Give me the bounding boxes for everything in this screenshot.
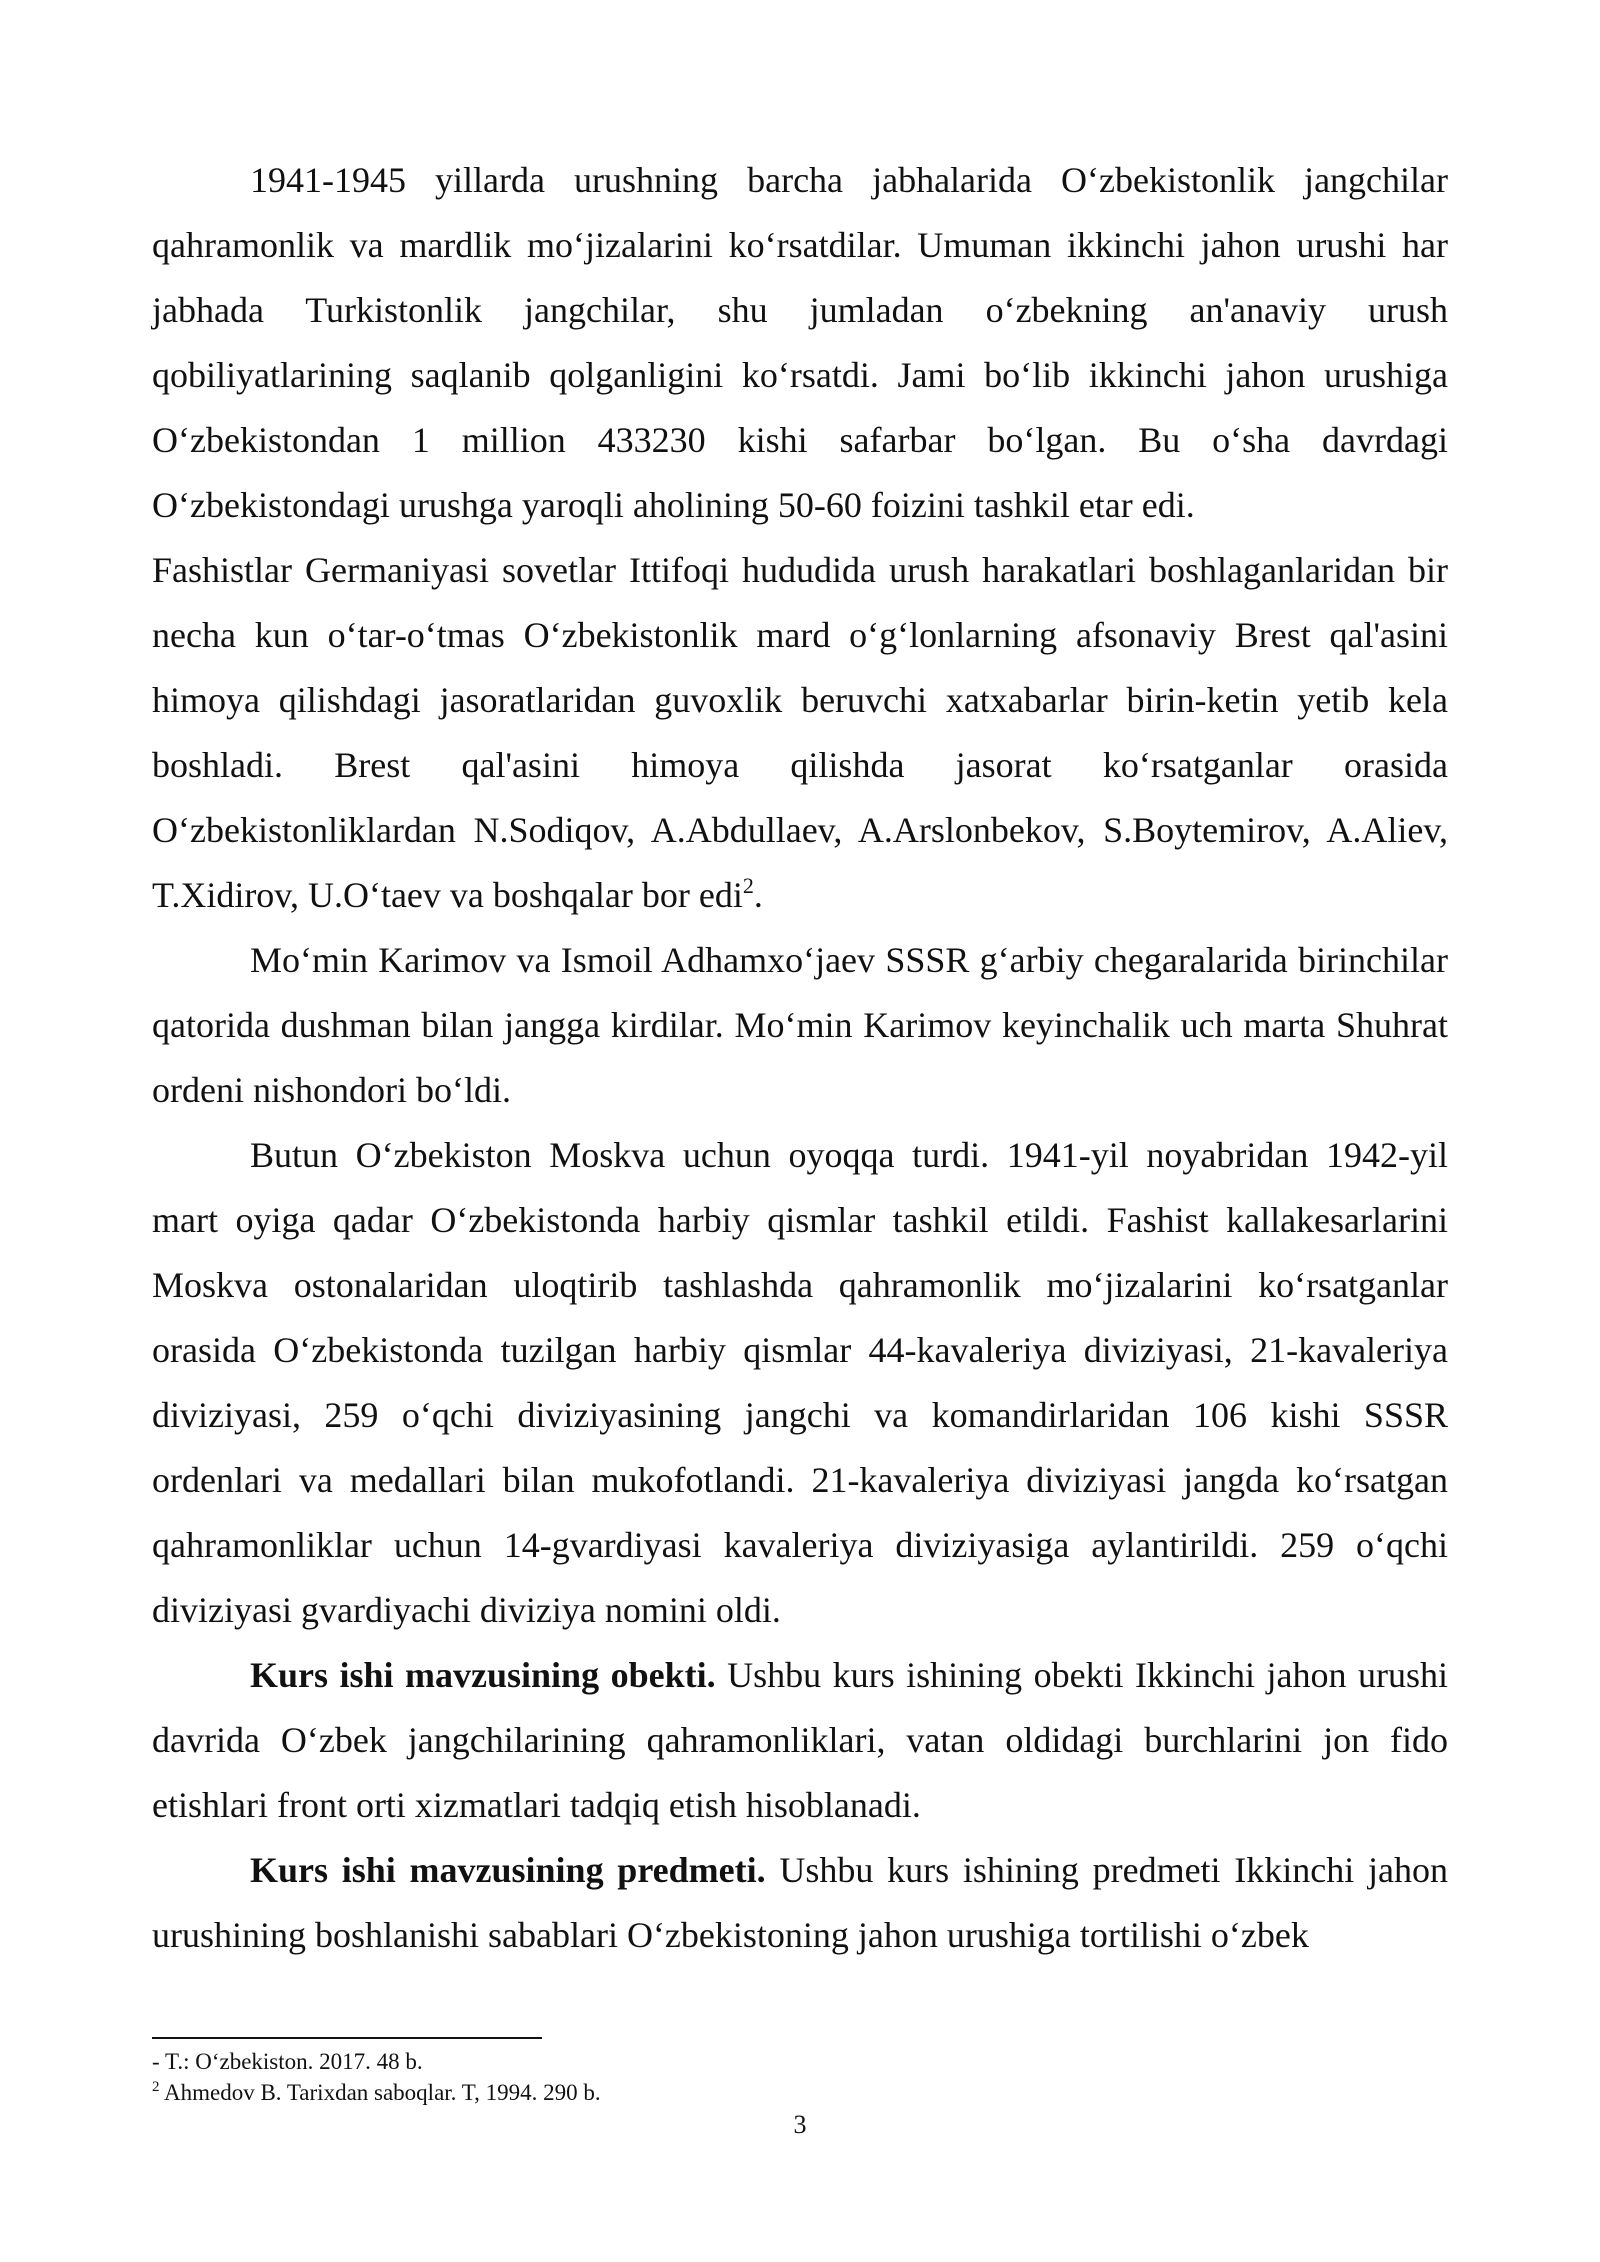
- paragraph-2-text: Fashistlar Germaniyasi sovetlar Ittifoqi hududida urush harakatlari boshlaganlaridan bir necha kun o‘tar-o‘tmas O‘zbekistonlik mard o‘g‘lonlarning afsonaviy Brest qal'asini himoya qilishdagi jasoratlaridan guvoxlik beruvchi xatxabarlar birin-ketin yetib kela boshladi. Brest qal'asini himoya qilishda jasorat ko‘rsatganlar orasida O‘zbekistonliklardan N.Sodiqov, A.Abdullaev, A.Arslonbekov, S.Boytemirov, A.Aliev, T.Xidirov, U.O‘taev va boshqalar bor edi: [152, 550, 1448, 915]
- paragraph-1-text: 1941-1945 yillarda urushning barcha jabhalarida O‘zbekistonlik jangchilar qahramonlik va mardlik mo‘jizalarini ko‘rsatdilar. Umuman ikkinchi jahon urushi har jabhada Turkistonlik jangchilar, shu jumladan o‘zbekning an'anaviy urush qobiliyatlarining saqlanib qolganligini ko‘rsatdi. Jami bo‘lib ikkinchi jahon urushiga O‘zbekistondan 1 million 433230 kishi safarbar bo‘lgan. Bu o‘sha davrdagi O‘zbekistondagi urushga yaroqli aholining 50-60 foizini tashkil etar edi.: [152, 160, 1448, 525]
- paragraph-5: [152, 1643, 1448, 1838]
- paragraph-1: [152, 148, 1448, 538]
- footnote-2: [152, 2077, 1448, 2108]
- footnote-divider: [152, 2037, 542, 2039]
- footnote-2-marker: 2: [152, 2079, 160, 2095]
- paragraph-4: [152, 1123, 1448, 1643]
- paragraph-2-end: .: [753, 875, 763, 915]
- footnote-1: [152, 2046, 1448, 2077]
- paragraph-3: [152, 928, 1448, 1123]
- paragraph-3-text: Mo‘min Karimov va Ismoil Adhamxo‘jaev SSSR g‘arbiy chegaralarida birinchilar qatorida dushman bilan jangga kirdilar. Mo‘min Karimov keyinchalik uch marta Shuhrat ordeni nishondori bo‘ldi.: [152, 940, 1448, 1110]
- paragraph-6: [152, 1838, 1448, 1968]
- paragraph-5-heading: Kurs ishi mavzusining obekti.: [250, 1655, 716, 1695]
- paragraph-2: [152, 538, 1448, 928]
- footnote-2-text: Ahmedov B. Tarixdan saboqlar. T, 1994. 290 b.: [159, 2080, 601, 2105]
- paragraph-4-text: Butun O‘zbekiston Moskva uchun oyoqqa turdi. 1941-yil noyabridan 1942-yil mart oyiga qadar O‘zbekistonda harbiy qismlar tashkil etildi. Fashist kallakesarlarini Moskva ostonalaridan uloqtirib tashlashda qahramonlik mo‘jizalarini ko‘rsatganlar orasida O‘zbekistonda tuzilgan harbiy qismlar 44-kavaleriya diviziyasi, 21-kavaleriya diviziyasi, 259 o‘qchi diviziyasining jangchi va komandirlaridan 106 kishi SSSR ordenlari va medallari bilan mukofotlandi. 21-kavaleriya diviziyasi jangda ko‘rsatgan qahramonliklar uchun 14-gvardiyasi kavaleriya diviziyasiga aylantirildi. 259 o‘qchi diviziyasi gvardiyachi diviziya nomini oldi.: [152, 1135, 1448, 1630]
- paragraph-5-text: Ushbu kurs ishining obekti Ikkinchi jahon urushi davrida O‘zbek jangchilarining qahramonliklari, vatan oldidagi burchlarini jon fido etishlari front orti xizmatlari tadqiq etish hisoblanadi.: [152, 1655, 1448, 1825]
- paragraph-6-heading: Kurs ishi mavzusining predmeti.: [250, 1850, 766, 1890]
- footnote-1-text: - T.: O‘zbekiston. 2017. 48 b.: [152, 2049, 423, 2074]
- page-number: 3: [793, 2110, 807, 2139]
- footnote-reference: 2: [742, 873, 754, 898]
- footnotes: [152, 2046, 1448, 2108]
- body-text: [152, 148, 1448, 1968]
- paragraph-6-text: Ushbu kurs ishining predmeti Ikkinchi jahon urushining boshlanishi sabablari O‘zbekistoning jahon urushiga tortilishi o‘zbek: [152, 1850, 1448, 1955]
